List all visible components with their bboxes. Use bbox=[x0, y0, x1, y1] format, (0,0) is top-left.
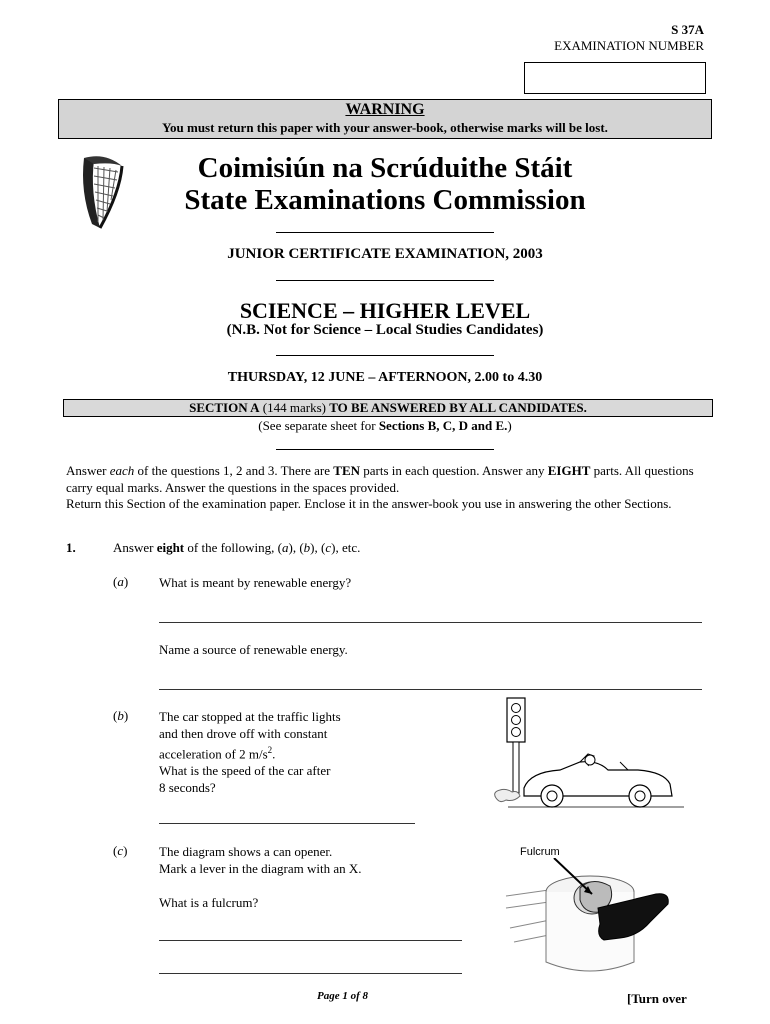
fulcrum-label: Fulcrum bbox=[520, 846, 560, 858]
org-name-english: State Examinations Commission bbox=[184, 184, 586, 216]
part-b-label: (b) bbox=[113, 708, 129, 723]
exam-number-label: EXAMINATION NUMBER bbox=[554, 38, 704, 53]
divider bbox=[276, 355, 494, 356]
warning-text: You must return this paper with your answer-book, otherwise marks will be lost. bbox=[162, 120, 608, 135]
answer-line[interactable] bbox=[159, 823, 415, 824]
part-c-label: (c) bbox=[113, 843, 128, 858]
subject-note: (N.B. Not for Science – Local Studies Candidates) bbox=[226, 322, 544, 338]
section-marks: (144 marks) bbox=[259, 400, 330, 415]
turn-over-label: [Turn over bbox=[627, 991, 687, 1006]
section-a-header bbox=[63, 399, 713, 417]
divider bbox=[276, 449, 494, 450]
exam-date: THURSDAY, 12 JUNE – AFTERNOON, 2.00 to 4.30 bbox=[227, 370, 543, 385]
see-separate-sheet: (See separate sheet for Sections B, C, D and E.) bbox=[258, 418, 512, 433]
traffic-light-car-illustration bbox=[488, 696, 693, 814]
instructions-paragraph-2: Return this Section of the examination paper. Enclose it in the answer-book you use in answering the other Sections. bbox=[66, 496, 672, 511]
question-intro: Answer eight of the following, (a), (b), (c), etc. bbox=[113, 540, 361, 555]
can-opener-diagram[interactable] bbox=[500, 858, 680, 974]
part-b-question: The car stopped at the traffic lights and then drove off with constant acceleration of 2 $m/s^2$. What is the speed of the car after 8 seconds? bbox=[159, 709, 341, 796]
warning-title: WARNING bbox=[345, 101, 425, 118]
answer-line[interactable] bbox=[159, 940, 462, 941]
instructions bbox=[66, 463, 706, 513]
exam-number-field[interactable] bbox=[524, 62, 706, 94]
exam-title: JUNIOR CERTIFICATE EXAMINATION, 2003 bbox=[227, 246, 543, 262]
part-c-question: The diagram shows a can opener. Mark a lever in the diagram with an X. What is a fulcrum? bbox=[159, 844, 362, 910]
answer-line[interactable] bbox=[159, 973, 462, 974]
answer-line[interactable] bbox=[159, 622, 702, 623]
part-a-question-2: Name a source of renewable energy. bbox=[159, 642, 348, 657]
part-a-label: (a) bbox=[113, 574, 129, 589]
instructions-paragraph-1: Answer each of the questions 1, 2 and 3. There are TEN parts in each question. Answer any EIGHT parts. All questions carry equal marks. Answer the questions in the spaces provided. bbox=[66, 463, 694, 495]
org-name-irish: Coimisiún na Scrúduithe Stáit bbox=[197, 152, 573, 184]
part-a-question: What is meant by renewable energy? bbox=[159, 575, 352, 590]
subject-title: SCIENCE – HIGHER LEVEL bbox=[239, 298, 531, 323]
divider bbox=[276, 232, 494, 233]
question-number: 1. bbox=[66, 540, 76, 555]
answer-line[interactable] bbox=[159, 689, 702, 690]
section-name: SECTION A bbox=[189, 400, 260, 415]
divider bbox=[276, 280, 494, 281]
section-instruction: TO BE ANSWERED BY ALL CANDIDATES. bbox=[329, 400, 587, 415]
paper-code: S 37A bbox=[671, 22, 704, 37]
page-number: Page 1 of 8 bbox=[316, 990, 368, 1002]
warning-banner bbox=[58, 99, 712, 139]
